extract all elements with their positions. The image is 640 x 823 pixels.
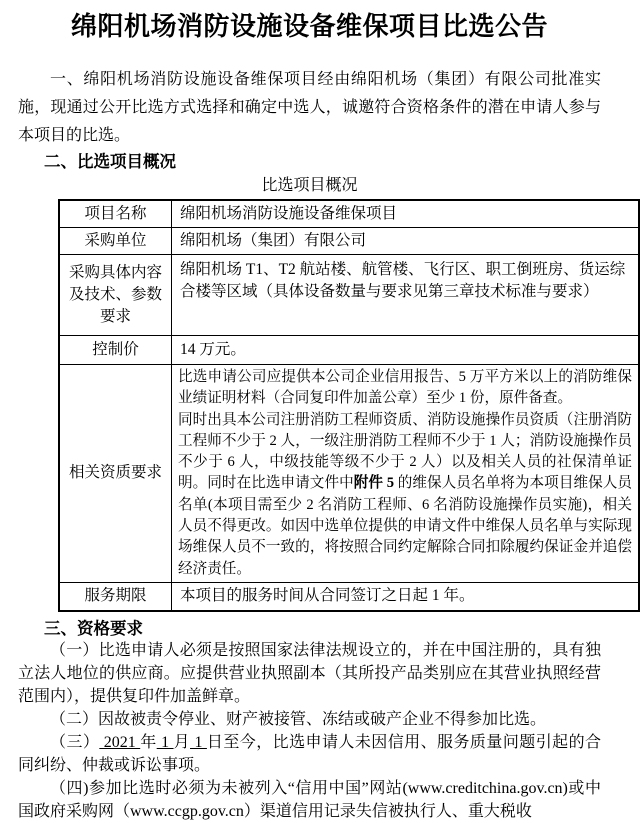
project-name-label: 项目名称 — [59, 200, 172, 228]
project-name-value: 绵阳机场消防设施设备维保项目 — [172, 200, 640, 228]
scope-value: 绵阳机场 T1、T2 航站楼、航管楼、飞行区、职工倒班房、货运综合楼等区域（具体设备数量与要求见第三章技术标准与要求） — [172, 255, 640, 336]
requirement-item-2: （二）因故被责令停业、财产被接管、冻结或破产企业不得参加比选。 — [50, 710, 547, 728]
purchasing-unit-label: 采购单位 — [59, 228, 172, 255]
qualification-label: 相关资质要求 — [59, 365, 172, 583]
table-row-scope — [59, 255, 639, 336]
requirement-item-4: （四)参加比选时必须为未被列入“信用中国”网站(www.creditchina.gov.cn)或中国政府采购网（www.ccgp.gov.cn）渠道信用记录失信被执行人、重大税收 — [18, 779, 601, 820]
control-price-value: 14 万元。 — [172, 336, 640, 365]
intro-paragraph: 一、绵阳机场消防设施设备维保项目经由绵阳机场（集团）有限公司批准实施，现通过公开比选方式选择和确定中选人，诚邀符合资格条件的潜在申请人参与本项目的比选。 — [18, 71, 601, 144]
item3-month-unit: 月 — [173, 733, 191, 751]
table-row-qualification — [59, 365, 639, 583]
item3-year-underlined: 2021 — [99, 733, 141, 751]
section3-heading: 三、资格要求 — [44, 618, 143, 638]
control-price-label: 控制价 — [59, 336, 172, 365]
qualification-text-after: 的维保人员名单将为本项目维保人员名单(本项目需至少 2 名消防工程师、6 名消防设施操作员实施)，相关人员不得更改。如因中选单位提供的申请文件中维保人员名单与实际现场维保人员不一致的，将按照合同约定解除合同扣除履约保证金并追偿经济责任。 — [178, 475, 632, 577]
item3-month-underlined: 1 — [156, 733, 174, 751]
qualification-text-before: 同时出具本公司注册消防工程师资质、消防设施操作员资质（注册消防工程师不少于 2 人，一级注册消防工程师不少于 1 人；消防设施操作员不少于 6 人，中级技能等级不少于 2 人）以及相关人员的社保清单证明。同时在比选申请文件中 — [178, 411, 632, 492]
table-row-service-term — [59, 582, 639, 611]
table-caption: 比选项目概况 — [261, 177, 358, 194]
qualification-value — [172, 365, 640, 583]
qualification-paragraph-1: 比选申请公司应提供本公司企业信用报告、5 万平方米以上的消防维保业绩证明材料（合同复印件加盖公章）至少 1 份，原件备查。 — [178, 369, 632, 407]
section2-heading: 二、比选项目概况 — [44, 152, 176, 171]
document-title: 绵阳机场消防设施设备维保项目比选公告 — [70, 12, 548, 41]
service-term-value: 本项目的服务时间从合同签订之日起 1 年。 — [172, 582, 640, 611]
item3-day-underlined: 1 — [190, 733, 207, 751]
service-term-label: 服务期限 — [59, 582, 172, 611]
item3-prefix: （三） — [50, 733, 100, 751]
purchasing-unit-value: 绵阳机场（集团）有限公司 — [172, 228, 640, 255]
attachment-5-reference: 附件 5 — [353, 475, 395, 492]
item3-rest: 日至今，比选申请人未因信用、服务质量问题引起的合同纠纷、仲裁或诉讼事项。 — [18, 733, 602, 774]
scope-label: 采购具体内容及技术、参数要求 — [59, 255, 172, 336]
item3-year-unit: 年 — [140, 733, 157, 751]
qualification-paragraph-2 — [178, 410, 632, 580]
qualification-requirements-list — [18, 639, 601, 823]
table-row-purchasing-unit — [59, 228, 639, 255]
project-overview-table — [58, 199, 640, 612]
table-row-control-price — [59, 336, 639, 365]
requirement-item-1: （一）比选申请人必须是按照国家法律法规设立的，并在中国注册的，具有独立法人地位的供应商。应提供营业执照副本（其所投产品类别应在其营业执照经营范围内），提供复印件加盖鲜章。 — [18, 641, 601, 705]
table-row-project-name — [59, 200, 639, 228]
requirement-item-3 — [18, 731, 601, 777]
